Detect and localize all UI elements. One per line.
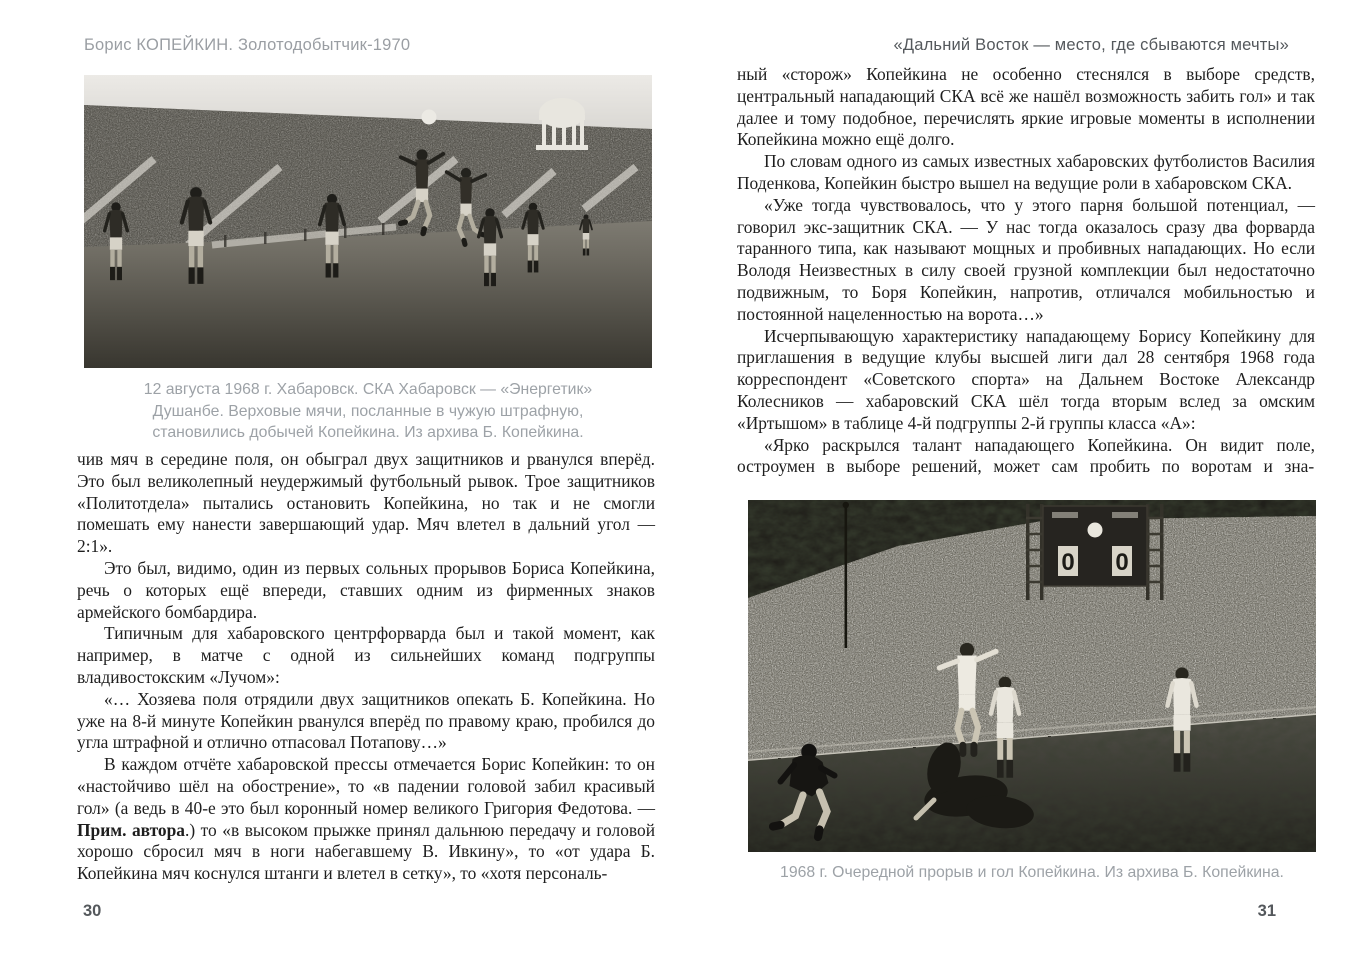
scoreboard: [1026, 504, 1164, 600]
scoreboard-title-left: [1052, 512, 1078, 518]
page-number-right: 31: [1257, 902, 1276, 920]
photo-caption-right: 1968 г. Очередной прорыв и гол Копейкина. Из архива Б. Копейкина.: [780, 864, 1284, 881]
body-text-left: [77, 449, 655, 885]
paragraph: «Уже тогда чувствовалось, что у этого парня большой потенциал, — говорил экс-защитник СКА. — У нас тогда оказалось сразу два форварда таранного типа, как называют мощных и пробивных нападающих. Но если Володя Неизвестных в силу своей грузной комплекции был недостаточно подвижным, то Боря Копейкин, напротив, отличался мобильностью и постоянной нацеленностью на ворота…»: [737, 194, 1315, 324]
page-left: [77, 0, 655, 977]
scoreboard-home-score: 0: [1061, 549, 1075, 576]
paragraph: «… Хозяева поля отрядили двух защитников опекать Б. Копейкина. Но уже на 8-й минуте Копейкин рванулся вперёд по правому краю, пробился до угла штрафной и отлично отпасовал Потапову…»: [77, 688, 655, 753]
paragraph: «Ярко раскрылся талант нападающего Копейкина. Он видит поле, остроумен в выборе решений, может сам пробить по воротам и зна-: [737, 434, 1315, 477]
ball-icon: [422, 110, 437, 125]
paragraph: чив мяч в середине поля, он обыграл двух защитников и рванулся вперёд. Это был великолепный неудержимый футбольный рывок. Трое защитников «Политотдела» пытались остановить Копейкина, но так и не смогли помешать ему нанести завершающий удар. Мяч влетел в дальний угол — 2:1».: [77, 449, 655, 557]
paragraph: ный «сторож» Копейкина не особенно стеснялся в выборе средств, центральный нападающий СКА всё же нашёл возможность забить гол» и так далее и тому подобное, перечислять яркие игровые моменты в исполнении Копейкина можно ещё долго.: [737, 64, 1315, 150]
running-header-left: Борис КОПЕЙКИН. Золотодобытчик-1970: [84, 36, 411, 54]
stadium-photo-1968-illustration: [84, 75, 652, 368]
ball-icon: [1088, 523, 1103, 538]
pavilion-dome: [536, 98, 588, 150]
paragraph-text: .) то «в высоком прыжке принял дальнюю передачу и головой хорошо сбросил мяч в ноги набегавшему В. Ивкину», то «от удара Б. Копейкина мяч коснулся штанги и влетел в сетку», то «хотя персональ-: [77, 819, 655, 884]
paragraph-text: В каждом отчёте хабаровской прессы отмечается Борис Копейкин: то он «настойчиво шёл на обострение», то «в падении головой забил красивый гол» (а ведь в 40-е это был коронный номер великого Григория Федотова. —: [77, 754, 655, 818]
paragraph: Это был, видимо, один из первых сольных прорывов Бориса Копейкина, речь о которых ещё впереди, ставших одним из фирменных знаков армейского бомбардира.: [77, 557, 655, 622]
scoreboard-away-score: 0: [1115, 549, 1129, 576]
body-text-right: [737, 64, 1315, 478]
running-header-right: «Дальний Восток — место, где сбываются мечты»: [893, 36, 1289, 54]
author-note-bold: Прим. автора: [77, 819, 185, 840]
photo-caption-left: [84, 379, 652, 444]
goal-photo-1968-illustration: [748, 500, 1316, 852]
page-number-left: 30: [83, 902, 102, 920]
paragraph: По словам одного из самых известных хабаровских футболистов Василия Поденкова, Копейкин быстро вышел на ведущие роли в хабаровском СКА.: [737, 151, 1315, 193]
page-right: [737, 0, 1315, 977]
paragraph: Типичным для хабаровского центрфорварда был и такой момент, как например, в матче с одной из сильнейших команд подгруппы владивостокским «Лучом»:: [77, 623, 655, 687]
photo-caption-left-text: 12 августа 1968 г. Хабаровск. СКА Хабаровск — «Энергетик» Душанбе. Верховые мячи, посланные в чужую штрафную, становились добычей Копейкина. Из архива Б. Копейкина.: [143, 381, 593, 441]
paragraph: [77, 754, 655, 885]
match-photo-right: [748, 500, 1316, 852]
scoreboard-title-right: [1112, 512, 1138, 518]
paragraph: Исчерпывающую характеристику нападающему Борису Копейкину для приглашения в ведущие клубы высшей лиги дал 28 сентября 1968 года корреспондент «Советского спорта» на Дальнем Востоке Александр Колесников — хабаровский СКА шёл тогда вторым вслед за омским «Иртышом» в таблице 4-й подгруппы 2-й группы класса «А»:: [737, 325, 1315, 433]
match-photo-left: [84, 75, 652, 368]
